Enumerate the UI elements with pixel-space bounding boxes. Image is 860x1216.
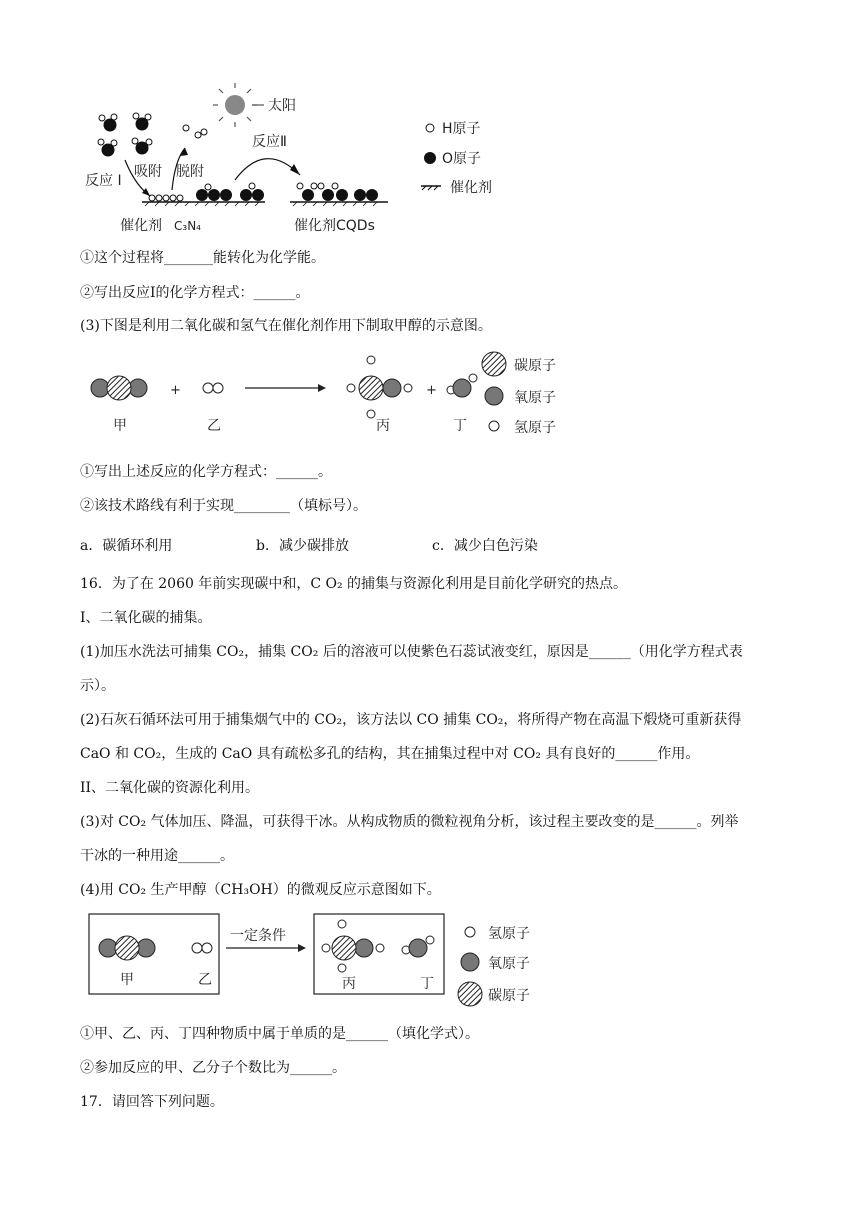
q2: ②写出反应I的化学方程式：______。 [80, 285, 310, 301]
p2b: CaO 和 CO₂，生成的 CaO 具有疏松多孔的结构，其在捕集过程中对 CO₂ 具有良好的______作用。 [80, 746, 700, 762]
water-molecules [98, 113, 152, 156]
sun-label: 太阳 [268, 98, 296, 114]
legend-catalyst: 催化剂 [450, 180, 492, 196]
catalyst-icon [421, 186, 441, 190]
figure-methanol-1 [80, 346, 580, 442]
q3-intro: (3)下图是利用二氧化碳和氢气在催化剂作用下制取甲醇的示意图。 [80, 318, 492, 334]
h-atom-icon [426, 124, 434, 132]
p3b: 干冰的一种用途______。 [80, 848, 234, 864]
desorb-label: 脱附 [176, 164, 204, 180]
legend-c: 碳原子 [514, 358, 556, 374]
legend-h-2: 氢原子 [488, 926, 530, 942]
oxygen-atom-icon-2 [461, 953, 479, 971]
legend-h: 氢原子 [514, 420, 556, 436]
figure-methanol-2 [88, 910, 558, 1010]
p1b: 示）。 [80, 678, 115, 694]
label-jia: 甲 [113, 418, 127, 434]
reaction1-label: 反应 I [85, 173, 122, 189]
p3a: (3)对 CO₂ 气体加压、降温，可获得干冰。从构成物质的微粒视角分析，该过程主要改变的是______。列举 [80, 814, 739, 830]
q17: 17．请回答下列问题。 [80, 1094, 224, 1110]
hydrogen-atom-icon [489, 421, 499, 431]
q3b: ②该技术路线有利于实现________（填标号）。 [80, 498, 367, 514]
legend-h: H原子 [442, 121, 481, 137]
plus-1: + [170, 383, 181, 398]
p2a: (2)石灰石循环法可用于捕集烟气中的 CO₂，该方法以 CO 捕集 CO₂，将所得产物在高温下煅烧可重新获得 [80, 712, 742, 728]
legend-o-2: 氧原子 [488, 956, 530, 972]
legend-o: 氧原子 [514, 390, 556, 406]
carbon-atom-icon-2 [458, 982, 482, 1006]
carbon-atom-icon [482, 352, 506, 376]
p4a: ①甲、乙、丙、丁四种物质中属于单质的是______（填化学式）。 [80, 1026, 479, 1042]
p4b: ②参加反应的甲、乙分子个数比为______。 [80, 1060, 346, 1076]
catalyst1-label: 催化剂 [120, 218, 162, 234]
p4: (4)用 CO₂ 生产甲醇（CH₃OH）的微观反应示意图如下。 [80, 882, 441, 898]
q1: ①这个过程将_______能转化为化学能。 [80, 250, 325, 266]
label-yi: 乙 [207, 418, 221, 434]
figure-photocatalysis [80, 80, 520, 240]
label-yi-2: 乙 [198, 972, 212, 988]
q16: 16．为了在 2060 年前实现碳中和，C O₂ 的捕集与资源化利用是目前化学研究的热点。 [80, 576, 628, 592]
label-ding: 丁 [453, 418, 467, 434]
condition-label: 一定条件 [230, 928, 286, 944]
option-c: c．减少白色污染 [432, 538, 538, 554]
oxygen-atom-icon [485, 387, 503, 405]
p1a: (1)加压水洗法可捕集 CO₂，捕集 CO₂ 后的溶液可以使紫色石蕊试液变红，原因是______（用化学方程式表 [80, 644, 743, 660]
catalyst2-label: 催化剂CQDs [294, 218, 375, 234]
o-atom-icon [424, 152, 436, 164]
legend-o: O原子 [442, 151, 482, 167]
section-2: II、二氧化碳的资源化利用。 [80, 780, 260, 796]
label-jia-2: 甲 [120, 972, 134, 988]
adsorb-label: 吸附 [134, 164, 162, 180]
option-a: a．碳循环利用 [80, 538, 173, 554]
label-ding-2: 丁 [420, 976, 434, 992]
q3a: ①写出上述反应的化学方程式：______。 [80, 464, 332, 480]
sun-icon [213, 83, 264, 127]
plus-2: + [426, 383, 437, 398]
legend-c-2: 碳原子 [488, 988, 530, 1004]
label-bing: 丙 [376, 418, 390, 434]
reaction2-label: 反应Ⅱ [252, 134, 287, 150]
hydrogen-atom-icon-2 [465, 927, 475, 937]
hydrogen-molecules [183, 125, 207, 138]
label-bing-2: 丙 [342, 976, 356, 992]
section-1: I、二氧化碳的捕集。 [80, 610, 212, 626]
catalyst1-sub: C₃N₄ [174, 219, 201, 233]
option-b: b．减少碳排放 [256, 538, 349, 554]
